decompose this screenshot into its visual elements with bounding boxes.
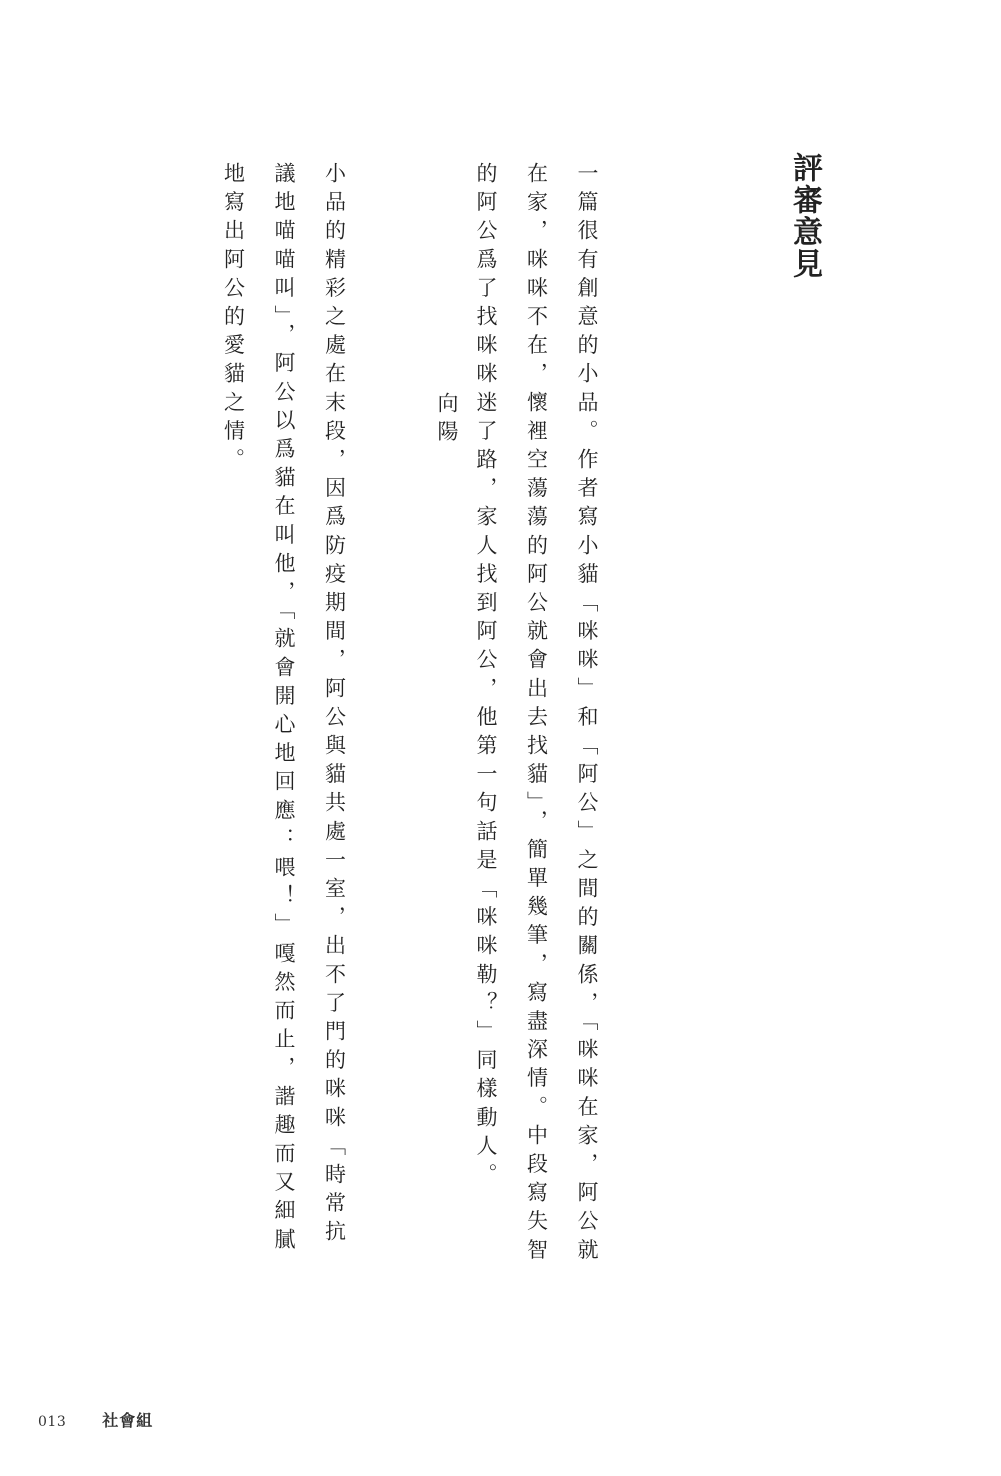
review-body bbox=[107, 162, 713, 1267]
page-footer bbox=[38, 1408, 153, 1431]
review-paragraph-1: 一篇很有創意的小品。作者寫小貓「咪咪」和「阿公」之間的關係，「咪咪在家，阿公就在家，咪咪不在，懷裡空蕩蕩的阿公就會出去找貓」，簡單幾筆，寫盡深情。中段寫失智的阿公爲了找咪咪迷了路，家人找到阿公，他第一句話是「咪咪勒？」同樣動人。 bbox=[474, 162, 599, 1267]
section-label: 社會組 bbox=[102, 1413, 154, 1430]
section-heading: 評審意見 bbox=[787, 152, 822, 280]
review-paragraph-2: 小品的精彩之處在末段，因爲防疫期間，阿公與貓共處一室，出不了門的咪咪「時常抗議地喵喵叫」，阿公以爲貓在叫他，「就會開心地回應：喂！」嘎然而止，諧趣而又細膩地寫出阿公的愛貓之情。 bbox=[221, 162, 347, 1257]
page-number: 013 bbox=[38, 1414, 67, 1430]
reviewer-signature: 向陽 bbox=[435, 392, 459, 448]
